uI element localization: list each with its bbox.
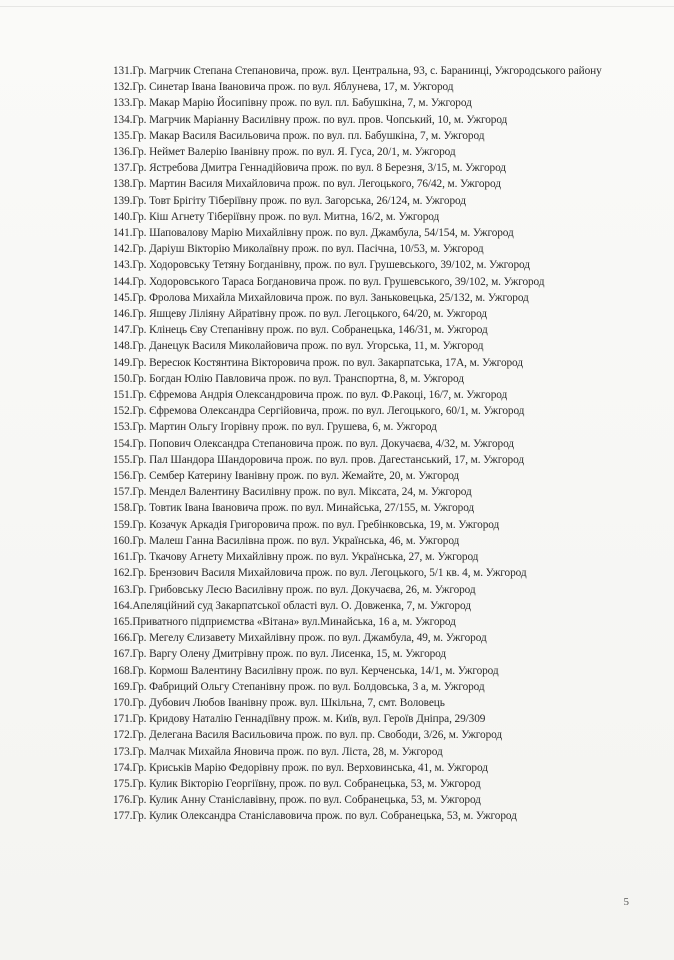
- list-item-number: 136: [113, 146, 130, 159]
- list-item-text: .Гр. Варгу Олену Дмитрівну прож. по вул. Лисенка, 15, м. Ужгород: [129, 648, 447, 661]
- list-item: [113, 355, 630, 371]
- list-item-text: .Гр. Делегана Василя Васильовича прож. по вул. пр. Свободи, 3/26, м. Ужгород: [129, 729, 503, 742]
- list-item: [113, 549, 630, 565]
- list-item: [113, 338, 630, 354]
- list-item: [113, 193, 630, 209]
- list-item-text: .Гр. Попович Олександра Степановича прож. по вул. Докучаєва, 4/32, м. Ужгород: [129, 437, 514, 450]
- list-item-text: .Гр. Козачук Аркадія Григоровича прож. по вул. Гребінковська, 19, м. Ужгород: [129, 518, 500, 531]
- list-item-text: .Гр. Клінець Єву Степанівну прож. по вул. Собранецька, 146/31, м. Ужгород: [129, 324, 488, 337]
- list-item-number: 174: [113, 761, 130, 774]
- list-item-number: 159: [113, 518, 130, 531]
- list-item: [113, 565, 630, 581]
- list-item: [113, 176, 630, 192]
- list-item-number: 143: [113, 259, 130, 272]
- list-item-text: .Гр. Ходоровську Тетяну Богданівну, прож. по вул. Грушевського, 39/102, м. Ужгород: [129, 259, 530, 272]
- list-item-text: .Гр. Кулик Вікторію Георгіївну, прож. по вул. Собранецька, 53, м. Ужгород: [129, 777, 481, 790]
- list-item-text: .Гр. Мартин Василя Михайловича прож. по вул. Легоцького, 76/42, м. Ужгород: [129, 178, 501, 191]
- list-item-number: 150: [113, 372, 130, 385]
- list-item-number: 160: [113, 534, 130, 547]
- list-item-text: .Гр. Кормош Валентину Василівну прож. по вул. Керченська, 14/1, м. Ужгород: [129, 664, 499, 677]
- list-item: [113, 387, 630, 403]
- list-item-number: 155: [113, 453, 130, 466]
- list-item: [113, 128, 630, 144]
- list-item: [113, 241, 630, 257]
- list-item-text: .Гр. Кулик Олександра Станіславовича прож. по вул. Собранецька, 53, м. Ужгород: [129, 810, 517, 823]
- list-item-number: 139: [113, 194, 130, 207]
- list-item-number: 144: [113, 275, 130, 288]
- list-item-number: 163: [113, 583, 130, 596]
- list-item: [113, 582, 630, 598]
- list-item-number: 170: [113, 696, 130, 709]
- list-item-number: 148: [113, 340, 130, 353]
- list-item: [113, 144, 630, 160]
- list-item: [113, 776, 630, 792]
- list-item: [113, 484, 630, 500]
- list-item-text: .Гр. Магрчик Степана Степановича, прож. вул. Центральна, 93, с. Баранинці, Ужгородського району: [129, 65, 602, 77]
- list-item-text: .Приватного підприємства «Вітана» вул.Минайська, 16 а, м. Ужгород: [129, 615, 456, 628]
- list-item: [113, 452, 630, 468]
- list-item-text: .Гр. Вересюк Костянтина Вікторовича прож. по вул. Закарпатська, 17А, м. Ужгород: [129, 356, 523, 369]
- list-item-number: 151: [113, 389, 130, 402]
- list-item-text: .Гр. Товт Брігіту Тіберіївну прож. по вул. Загорська, 26/124, м. Ужгород: [129, 194, 466, 207]
- list-item-number: 164: [113, 599, 130, 612]
- list-item: [113, 112, 630, 128]
- list-item-text: .Гр. Ткачову Агнету Михайлівну прож. по вул. Українська, 27, м. Ужгород: [129, 551, 479, 564]
- list-item-number: 172: [113, 729, 130, 742]
- list-item-number: 140: [113, 210, 130, 223]
- list-item: [113, 257, 630, 273]
- list-item-text: .Гр. Макар Марію Йосипівну прож. по вул. пл. Бабушкіна, 7, м. Ужгород: [129, 97, 472, 110]
- list-item-number: 133: [113, 97, 130, 110]
- list-item-text: .Гр. Дубович Любов Іванівну прож. вул. Шкільна, 7, смт. Воловець: [129, 696, 445, 709]
- list-item: [113, 274, 630, 290]
- list-item-number: 175: [113, 777, 130, 790]
- list-item-text: .Гр. Сембер Катерину Іванівну прож. по вул. Жемайте, 20, м. Ужгород: [129, 470, 460, 483]
- list-item-text: .Гр. Ходоровського Тараса Богдановича прож. по вул. Грушевського, 39/102, м. Ужгород: [129, 275, 545, 288]
- list-item-number: 156: [113, 470, 130, 483]
- list-item-number: 149: [113, 356, 130, 369]
- list-item: [113, 663, 630, 679]
- list-item-text: .Гр. Криськів Марію Федорівну прож. по вул. Верховинська, 41, м. Ужгород: [129, 761, 488, 774]
- list-item-number: 167: [113, 648, 130, 661]
- list-item-text: .Гр. Даріуш Вікторію Миколаївну прож. по вул. Пасічна, 10/53, м. Ужгород: [129, 243, 484, 256]
- list-item: [113, 419, 630, 435]
- list-item-text: .Гр. Ястребова Дмитра Геннадійовича прож. по вул. 8 Березня, 3/15, м. Ужгород: [129, 162, 506, 175]
- list-item-text: .Гр. Фролова Михайла Михайловича прож. по вул. Заньковецька, 25/132, м. Ужгород: [129, 291, 529, 304]
- list-item-text: .Гр. Фабриций Ольгу Степанівну прож. по вул. Болдовська, 3 а, м. Ужгород: [129, 680, 485, 693]
- list-item-number: 152: [113, 405, 130, 418]
- list-item: [113, 792, 630, 808]
- list-item: [113, 517, 630, 533]
- list-item-number: 158: [113, 502, 130, 515]
- list-item-text: .Гр. Малчак Михайла Яновича прож. по вул. Ліста, 28, м. Ужгород: [129, 745, 443, 758]
- list-item-text: .Гр. Яшцеву Ліліяну Айратівну прож. по вул. Легоцького, 64/20, м. Ужгород: [129, 308, 487, 321]
- list-item: [113, 63, 630, 79]
- list-item-number: 157: [113, 486, 130, 499]
- list-item: [113, 160, 630, 176]
- list-item-number: 142: [113, 243, 130, 256]
- list-item: [113, 598, 630, 614]
- list-item-text: .Гр. Пал Шандора Шандоровича прож. по вул. пров. Дагестанський, 17, м. Ужгород: [129, 453, 524, 466]
- list-item: [113, 744, 630, 760]
- list-item-number: 132: [113, 81, 130, 94]
- list-item: [113, 727, 630, 743]
- list-item-number: 145: [113, 291, 130, 304]
- list-item-text: .Гр. Мендел Валентину Василівну прож. по вул. Міксата, 24, м. Ужгород: [129, 486, 472, 499]
- list-item-text: .Гр. Товтик Івана Івановича прож. по вул. Минайська, 27/155, м. Ужгород: [129, 502, 475, 515]
- list-item: [113, 679, 630, 695]
- list-item-number: 138: [113, 178, 130, 191]
- list-item: [113, 322, 630, 338]
- list-item: [113, 695, 630, 711]
- list-item-number: 169: [113, 680, 130, 693]
- list-item-text: .Гр. Малеш Ганна Василівна прож. по вул. Українська, 46, м. Ужгород: [129, 534, 460, 547]
- list-item-text: .Гр. Кіш Агнету Тіберіївну прож. по вул. Митна, 16/2, м. Ужгород: [129, 210, 440, 223]
- list-item-number: 162: [113, 567, 130, 580]
- list-item-number: 173: [113, 745, 130, 758]
- list-item-number: 141: [113, 227, 130, 240]
- page-number: 5: [623, 896, 629, 908]
- list-item-text: .Гр. Данецук Василя Миколайовича прож. по вул. Угорська, 11, м. Ужгород: [129, 340, 484, 353]
- list-item-number: 168: [113, 664, 130, 677]
- list-item-text: .Гр. Кулик Анну Станіславівну, прож. по вул. Собранецька, 53, м. Ужгород: [129, 794, 481, 807]
- list-item: [113, 225, 630, 241]
- list-item: [113, 209, 630, 225]
- paper-fold-line: [0, 6, 674, 7]
- list-item: [113, 371, 630, 387]
- list-item: [113, 306, 630, 322]
- list-item-number: 165: [113, 615, 130, 628]
- list-item: [113, 646, 630, 662]
- list-item-number: 153: [113, 421, 130, 434]
- list-item-number: 135: [113, 129, 130, 142]
- address-list: [113, 63, 630, 825]
- list-item-text: .Гр. Синетар Івана Івановича прож. по вул. Яблунева, 17, м. Ужгород: [129, 81, 454, 94]
- list-item-text: .Гр. Макар Василя Васильовича прож. по вул. пл. Бабушкіна, 7, м. Ужгород: [129, 129, 485, 142]
- list-item-text: .Гр. Мегелу Єлизавету Михайлівну прож. по вул. Джамбула, 49, м. Ужгород: [129, 632, 487, 645]
- list-item: [113, 95, 630, 111]
- list-item-text: .Гр. Богдан Юлію Павловича прож. по вул. Транспортна, 8, м. Ужгород: [129, 372, 464, 385]
- list-item-text: .Гр. Шаповалову Марію Михайлівну прож. по вул. Джамбула, 54/154, м. Ужгород: [129, 227, 514, 240]
- list-item-number: 171: [113, 713, 130, 726]
- list-item-text: .Гр. Неймет Валерію Іванівну прож. по вул. Я. Гуса, 20/1, м. Ужгород: [129, 146, 456, 159]
- list-item: [113, 500, 630, 516]
- list-item-text: .Гр. Брензович Василя Михайловича прож. по вул. Легоцького, 5/1 кв. 4, м. Ужгород: [129, 567, 527, 580]
- list-item: [113, 760, 630, 776]
- list-item-text: .Гр. Єфремова Олександра Сергійовича, прож. по вул. Легоцького, 60/1, м. Ужгород: [129, 405, 525, 418]
- list-item-number: 134: [113, 113, 130, 126]
- list-item-text: .Апеляційний суд Закарпатської області вул. О. Довженка, 7, м. Ужгород: [129, 599, 471, 612]
- list-item-text: .Гр. Єфремова Андрія Олександровича прож. по вул. Ф.Ракоці, 16/7, м. Ужгород: [129, 389, 508, 402]
- list-item: [113, 403, 630, 419]
- list-item-number: 176: [113, 794, 130, 807]
- list-item-number: 161: [113, 551, 130, 564]
- list-item-number: 131: [113, 65, 130, 77]
- list-item-number: 146: [113, 308, 130, 321]
- list-item-text: .Гр. Мартин Ольгу Ігорівну прож. по вул. Грушева, 6, м. Ужгород: [129, 421, 437, 434]
- list-item: [113, 614, 630, 630]
- list-item: [113, 630, 630, 646]
- list-item-text: .Гр. Грибовську Лесю Василівну прож. по вул. Докучаєва, 26, м. Ужгород: [129, 583, 476, 596]
- list-item-number: 154: [113, 437, 130, 450]
- list-item: [113, 436, 630, 452]
- list-item-number: 166: [113, 632, 130, 645]
- list-item: [113, 533, 630, 549]
- list-item: [113, 79, 630, 95]
- list-item-number: 147: [113, 324, 130, 337]
- list-item: [113, 290, 630, 306]
- list-item-text: .Гр. Кридову Наталію Геннадіївну прож. м. Київ, вул. Героїв Дніпра, 29/309: [129, 713, 486, 726]
- list-item: [113, 468, 630, 484]
- list-item: [113, 808, 630, 824]
- list-item: [113, 711, 630, 727]
- list-item-number: 137: [113, 162, 130, 175]
- list-item-text: .Гр. Магрчик Маріанну Василівну прож. по вул. пров. Чопський, 10, м. Ужгород: [129, 113, 508, 126]
- list-item-number: 177: [113, 810, 130, 823]
